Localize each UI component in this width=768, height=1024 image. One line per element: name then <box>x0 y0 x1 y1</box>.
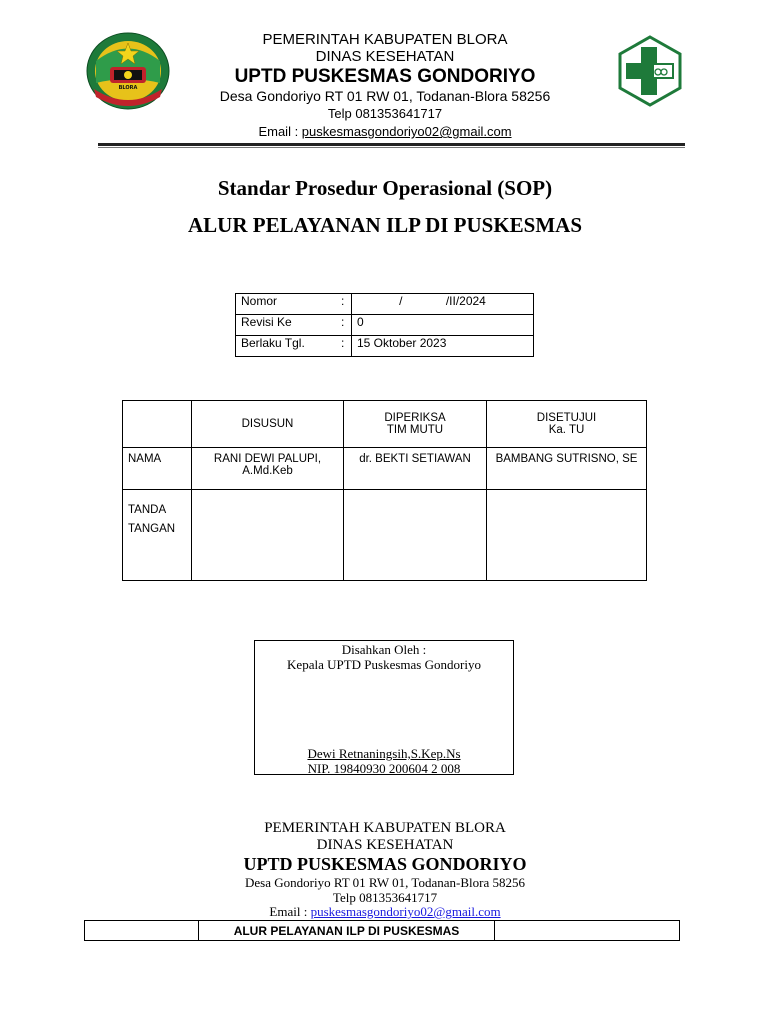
footer-org: UPTD PUSKESMAS GONDORIYO <box>243 854 527 874</box>
tangan-label: TANGAN <box>128 523 176 535</box>
info-sep: : <box>341 294 352 315</box>
ratify-name: Dewi Retnaningsih,S.Kep.Ns <box>307 746 461 761</box>
info-label: Berlaku Tgl. <box>236 336 342 357</box>
footer-title-table <box>84 920 680 941</box>
signature-cell <box>192 490 344 581</box>
letterhead-phone: Telp 081353641717 <box>327 106 443 121</box>
table-row <box>236 294 534 315</box>
table-row <box>236 336 534 357</box>
info-value: 15 Oktober 2023 <box>352 336 534 357</box>
info-value: 0 <box>352 315 534 336</box>
header-sublabel: Ka. TU <box>548 424 585 436</box>
ratify-by: Disahkan Oleh : <box>341 642 427 657</box>
signature-cell <box>344 490 487 581</box>
footer-email-link[interactable]: puskesmasgondoriyo02@gmail.com <box>310 904 501 919</box>
footer-govt: PEMERINTAH KABUPATEN BLORA <box>264 820 506 836</box>
footer-dept: DINAS KESEHATAN <box>316 837 454 853</box>
name-disusun <box>192 448 344 490</box>
footer-email-line <box>180 905 590 919</box>
table-row <box>123 448 647 490</box>
footer-cell <box>85 921 199 941</box>
signature-cell <box>487 490 647 581</box>
letterhead-govt: PEMERINTAH KABUPATEN BLORA <box>262 31 508 48</box>
table-row <box>85 921 680 941</box>
letterhead-email-line <box>180 123 590 140</box>
nama-label: NAMA <box>123 448 192 490</box>
header-cell-diperiksa <box>344 401 487 448</box>
name-title: A.Md.Keb <box>242 465 293 477</box>
table-row <box>123 401 647 448</box>
table-row <box>123 490 647 581</box>
info-value: / /II/2024 <box>352 294 534 315</box>
info-label: Revisi Ke <box>236 315 342 336</box>
page-title: Standar Prosedur Operasional (SOP) <box>217 176 553 200</box>
info-sep: : <box>341 336 352 357</box>
approval-table <box>122 400 647 581</box>
header-label: DIPERIKSA <box>384 412 446 424</box>
header-cell-disusun: DISUSUN <box>192 401 344 448</box>
footer-cell <box>495 921 680 941</box>
header-divider-thin <box>98 147 685 148</box>
footer-letterhead <box>180 820 590 919</box>
tanda-label: TANDA <box>128 504 167 516</box>
header-label: DISETUJUI <box>536 412 597 424</box>
document-info-table <box>235 293 534 357</box>
footer-doc-title: ALUR PELAYANAN ILP DI PUSKESMAS <box>199 921 495 941</box>
letterhead-dept: DINAS KESEHATAN <box>315 48 455 65</box>
ratify-nip: NIP. 19840930 200604 2 008 <box>307 761 461 776</box>
ratification-box <box>254 640 514 775</box>
blora-logo <box>86 31 171 111</box>
page-subtitle: ALUR PELAYANAN ILP DI PUSKESMAS <box>187 213 583 237</box>
signature-label <box>123 490 192 581</box>
name-line: RANI DEWI PALUPI, <box>213 453 322 465</box>
ratify-position: Kepala UPTD Puskesmas Gondoriyo <box>287 657 481 672</box>
letterhead-address: Desa Gondoriyo RT 01 RW 01, Todanan-Blora 58256 <box>219 88 551 104</box>
letterhead-org: UPTD PUSKESMAS GONDORIYO <box>234 66 536 87</box>
header-cell <box>123 401 192 448</box>
footer-address: Desa Gondoriyo RT 01 RW 01, Todanan-Blora 58256 <box>245 875 525 890</box>
header-cell-disetujui <box>487 401 647 448</box>
info-label: Nomor <box>236 294 342 315</box>
blora-logo-text: BLORA <box>118 85 138 91</box>
puskesmas-logo <box>614 35 686 107</box>
letterhead <box>180 31 590 140</box>
footer-email-label: Email : <box>269 904 311 919</box>
email-link[interactable]: puskesmasgondoriyo02@gmail.com <box>301 124 512 139</box>
table-row <box>236 315 534 336</box>
name-diperiksa: dr. BEKTI SETIAWAN <box>344 448 487 490</box>
header-sublabel: TIM MUTU <box>386 424 444 436</box>
email-label: Email : <box>258 124 302 139</box>
name-disetujui: BAMBANG SUTRISNO, SE <box>487 448 647 490</box>
info-sep: : <box>341 315 352 336</box>
header-divider <box>98 143 685 146</box>
footer-phone: Telp 081353641717 <box>332 890 438 905</box>
